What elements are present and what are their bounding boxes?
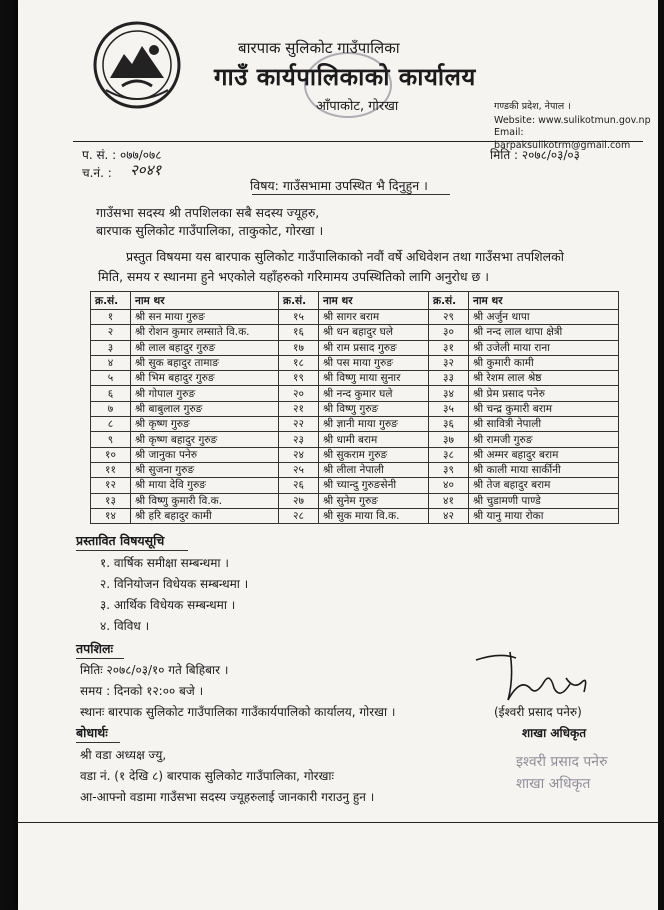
cc-line: श्री वडा अध्यक्ष ज्यु, [80, 748, 167, 762]
stamp-name: इश्वरी प्रसाद पनेरु [516, 754, 608, 770]
serial-cell: ४० [429, 478, 469, 493]
stamp-post: शाखा अधिकृत [516, 776, 591, 792]
signature-mark [470, 648, 610, 708]
name-cell: श्री रामजी गुरुङ [469, 432, 619, 447]
name-cell: श्री विष्णु कुमारी वि.क. [131, 493, 279, 508]
cc-line: आ-आफ्नो वडामा गाउँसभा सदस्य ज्यूहरुलाई जानकारी गराउनु हुन । [80, 790, 375, 804]
addressee-line-2: बारपाक सुलिकोट गाउँपालिका, ताकुकोट, गोरखा । [96, 223, 324, 238]
name-cell: श्री रोशन कुमार लम्साते वि.क. [131, 325, 279, 340]
name-cell: श्री अर्जुन थापा [469, 310, 619, 325]
name-cell: श्री चुडामणी पाण्डे [469, 493, 619, 508]
municipality-logo-icon [92, 20, 182, 110]
col-header-name: नाम थर [319, 292, 429, 310]
header-divider [73, 141, 643, 142]
name-cell: श्री तेज बहादुर बराम [469, 478, 619, 493]
cc-title: बोधार्थः [76, 725, 108, 740]
col-header-serial: क्र.सं. [279, 292, 319, 310]
serial-cell: २३ [279, 432, 319, 447]
website-text: Website: www.sulikotmun.gov.np [494, 115, 651, 126]
col-header-name: नाम थर [131, 292, 279, 310]
meeting-venue: स्थानः बारपाक सुलिकोट गाउँपालिका गाउँकार्यपालिको कार्यालय, गोरखा । [80, 705, 396, 719]
name-cell: श्री कृष्ण गुरुङ [131, 417, 279, 432]
name-cell: श्री सुकराम गुरुङ [319, 447, 429, 462]
col-header-serial: क्र.सं. [429, 292, 469, 310]
serial-cell: २४ [279, 447, 319, 462]
table-row [91, 401, 619, 416]
subject-line: विषय: गाउँसभामा उपस्थित भै दिनुहुन । [250, 178, 428, 193]
body-line-1: प्रस्तुत विषयमा यस बारपाक सुलिकोट गाउँपालिकाको नवौं वर्षे अधिवेशन तथा गाउँसभा तपशिलको [126, 249, 564, 264]
name-cell: श्री राम प्रसाद गुरुङ [319, 340, 429, 355]
details-title: तपशिलः [76, 641, 113, 656]
name-cell: श्री सागर बराम [319, 310, 429, 325]
serial-cell: २८ [279, 508, 319, 523]
attendee-table [90, 291, 619, 524]
table-row [91, 386, 619, 401]
name-cell: श्री ज्ञानी माया गुरुङ [319, 417, 429, 432]
serial-cell: ११ [91, 462, 131, 477]
col-header-serial: क्र.सं. [91, 292, 131, 310]
email-text: Email: barpaksulikotrm@gmail.com [494, 127, 631, 151]
body-line-2: मिति, समय र स्थानमा हुने भएकोले यहाँहरुको गरिमामय उपस्थितिको लागि अनुरोध छ । [98, 269, 489, 284]
table-row [91, 432, 619, 447]
letter-number: प. सं. : ०७७/०७८ [82, 148, 162, 162]
letter-page [18, 0, 658, 910]
name-cell: श्री धामी बराम [319, 432, 429, 447]
serial-cell: २ [91, 325, 131, 340]
serial-cell: १६ [279, 325, 319, 340]
dispatch-label: च.नं. : [82, 166, 112, 180]
serial-cell: ४१ [429, 493, 469, 508]
name-cell: श्री रेशम लाल श्रेष्ठ [469, 371, 619, 386]
signatory-post: शाखा अधिकृत [522, 726, 587, 740]
serial-cell: १९ [279, 371, 319, 386]
serial-cell: ३८ [429, 447, 469, 462]
name-cell: श्री विष्णु माया सुनार [319, 371, 429, 386]
serial-cell: २५ [279, 462, 319, 477]
name-cell: श्री माया देवि गुरुङ [131, 478, 279, 493]
name-cell: श्री च्यान्दु गुरुङसेनी [319, 478, 429, 493]
name-cell: श्री प्रेम प्रसाद पनेरु [469, 386, 619, 401]
name-cell: श्री नन्द कुमार घले [319, 386, 429, 401]
serial-cell: ८ [91, 417, 131, 432]
name-cell: श्री कुमारी कामी [469, 355, 619, 370]
name-cell: श्री नन्द लाल थापा क्षेत्री [469, 325, 619, 340]
name-cell: श्री कृष्ण बहादुर गुरुङ [131, 432, 279, 447]
serial-cell: १२ [91, 478, 131, 493]
meeting-time: समय : दिनको १२:०० बजे । [80, 684, 204, 698]
details-title-underline [76, 658, 124, 659]
serial-cell: ६ [91, 386, 131, 401]
name-cell: श्री सुनेम गुरुङ [319, 493, 429, 508]
serial-cell: ४२ [429, 508, 469, 523]
serial-cell: २१ [279, 401, 319, 416]
name-cell: श्री गोपाल गुरुङ [131, 386, 279, 401]
serial-cell: ३१ [429, 340, 469, 355]
serial-cell: ३९ [429, 462, 469, 477]
name-cell: श्री सुक बहादुर तामाङ [131, 355, 279, 370]
name-cell: श्री लीला नेपाली [319, 462, 429, 477]
serial-cell: ३४ [429, 386, 469, 401]
municipality-name: बारपाक सुलिकोट गाउँपालिका [238, 39, 400, 57]
serial-cell: ९ [91, 432, 131, 447]
serial-cell: २६ [279, 478, 319, 493]
agenda-item: ३. आर्थिक विधेयक सम्बन्धमा । [100, 598, 236, 612]
table-row [91, 355, 619, 370]
agenda-item: २. विनियोजन विधेयक सम्बन्धमा । [100, 577, 249, 591]
footer-divider [18, 822, 658, 823]
agenda-title-underline [76, 550, 188, 551]
serial-cell: १ [91, 310, 131, 325]
serial-cell: २९ [429, 310, 469, 325]
name-cell: श्री हरि बहादुर कामी [131, 508, 279, 523]
addressee-line-1: गाउँसभा सदस्य श्री तपशिलका सबै सदस्य ज्यूहरु, [96, 205, 320, 220]
letter-date: मिति : २०७८/०३/०३ [490, 148, 580, 162]
signatory-name: (ईश्वरी प्रसाद पनेरु) [494, 705, 582, 719]
name-cell: श्री यानु माया रोका [469, 508, 619, 523]
agenda-item: १. वार्षिक समीक्षा सम्बन्धमा । [100, 556, 229, 570]
serial-cell: १० [91, 447, 131, 462]
table-row [91, 325, 619, 340]
cc-line: वडा नं. (१ देखि ८) बारपाक सुलिकोट गाउँपालिका, गोरखाः [80, 769, 334, 783]
name-cell: श्री जानुका पनेरु [131, 447, 279, 462]
serial-cell: २० [279, 386, 319, 401]
serial-cell: ३० [429, 325, 469, 340]
name-cell: श्री विष्णु गुरुङ [319, 401, 429, 416]
subject-underline [252, 194, 450, 195]
serial-cell: ३७ [429, 432, 469, 447]
serial-cell: ३५ [429, 401, 469, 416]
name-cell: श्री सन माया गुरुङ [131, 310, 279, 325]
name-cell: श्री सावित्री नेपाली [469, 417, 619, 432]
serial-cell: ३३ [429, 371, 469, 386]
serial-cell: २२ [279, 417, 319, 432]
table-row [91, 493, 619, 508]
province-text: गण्डकी प्रदेश, नेपाल । [494, 101, 571, 112]
serial-cell: १४ [91, 508, 131, 523]
agenda-item: ४. विविध । [100, 619, 150, 633]
serial-cell: १५ [279, 310, 319, 325]
table-row [91, 310, 619, 325]
name-cell: श्री सुजना गुरुङ [131, 462, 279, 477]
name-cell: श्री काली माया सार्कीनी [469, 462, 619, 477]
meeting-date: मितिः २०७८/०३/१० गते बिहिबार । [80, 663, 229, 677]
serial-cell: ३२ [429, 355, 469, 370]
name-cell: श्री बाबुलाल गुरुङ [131, 401, 279, 416]
table-row [91, 371, 619, 386]
serial-cell: ४ [91, 355, 131, 370]
serial-cell: १३ [91, 493, 131, 508]
col-header-name: नाम थर [469, 292, 619, 310]
serial-cell: १८ [279, 355, 319, 370]
district-name: आँपाकोट, गोरखा [316, 99, 399, 114]
name-cell: श्री चन्द्र कुमारी बराम [469, 401, 619, 416]
name-cell: श्री लाल बहादुर गुरुङ [131, 340, 279, 355]
serial-cell: ३ [91, 340, 131, 355]
name-cell: श्री पस माया गुरुङ [319, 355, 429, 370]
serial-cell: ७ [91, 401, 131, 416]
serial-cell: १७ [279, 340, 319, 355]
name-cell: श्री अम्मर बहादुर बराम [469, 447, 619, 462]
table-row [91, 417, 619, 432]
name-cell: श्री सुक माया वि.क. [319, 508, 429, 523]
name-cell: श्री भिम बहादुर गुरुङ [131, 371, 279, 386]
table-row [91, 447, 619, 462]
table-row [91, 462, 619, 477]
serial-cell: ३६ [429, 417, 469, 432]
name-cell: श्री उजेली माया राना [469, 340, 619, 355]
table-header-row [91, 292, 619, 310]
cc-title-underline [76, 742, 120, 743]
dispatch-number: २०४१ [130, 161, 162, 179]
table-row [91, 478, 619, 493]
serial-cell: ५ [91, 371, 131, 386]
name-cell: श्री धन बहादुर घले [319, 325, 429, 340]
table-row [91, 340, 619, 355]
table-row [91, 508, 619, 523]
office-name: गाउँ कार्यपालिकाको कार्यालय [214, 63, 476, 91]
serial-cell: २७ [279, 493, 319, 508]
agenda-title: प्रस्तावित विषयसूचि [76, 533, 165, 548]
